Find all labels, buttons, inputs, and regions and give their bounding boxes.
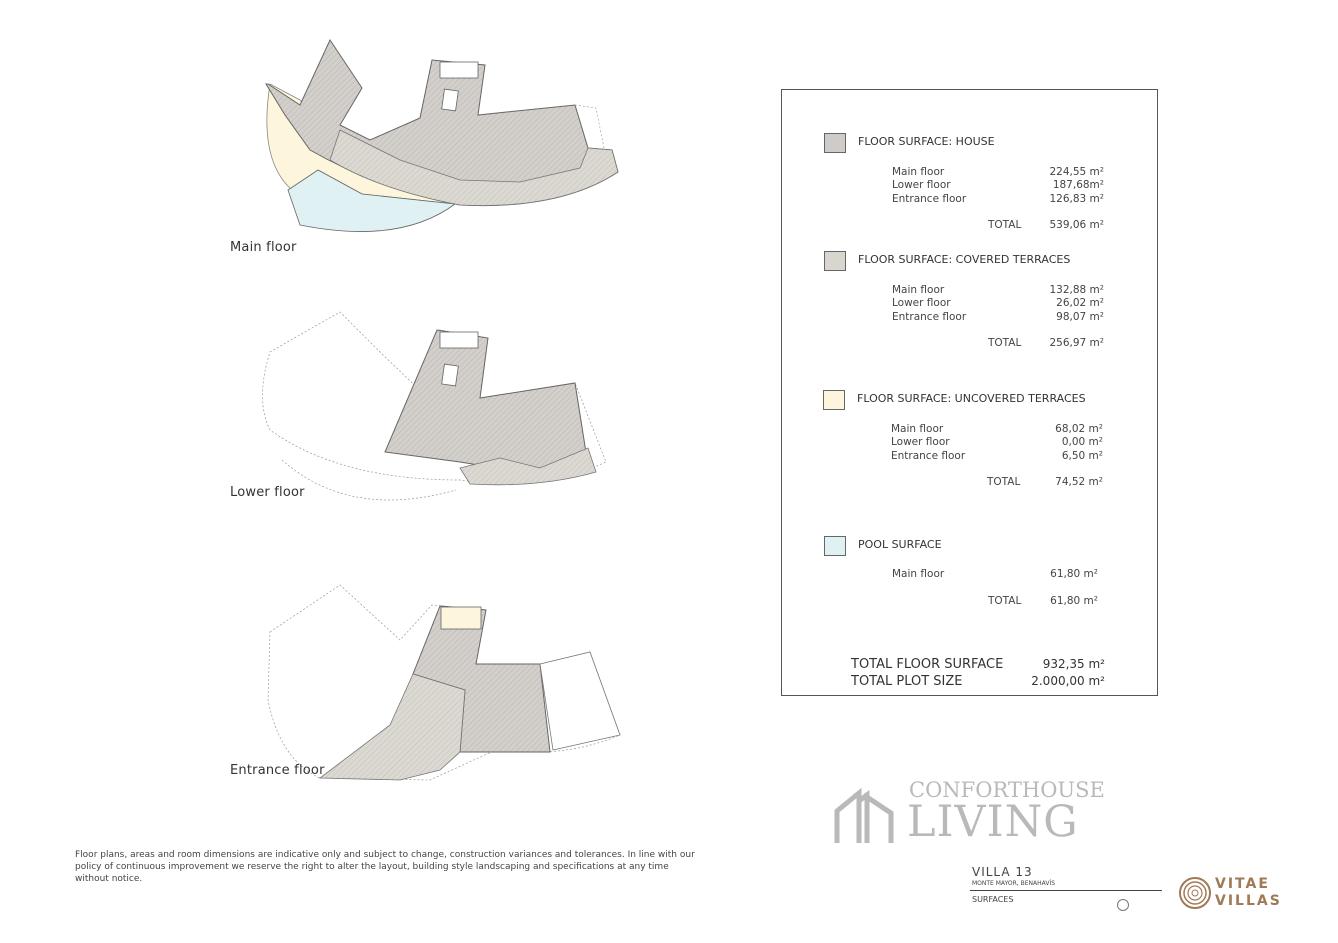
uncovered-swatch: [823, 390, 845, 410]
legend-row: [891, 450, 1103, 464]
row-value: 187,68m²: [1052, 179, 1104, 191]
total-plot-size: [851, 674, 1105, 690]
row-label: Lower floor: [892, 179, 951, 191]
entrance-floor-plan: [268, 585, 620, 780]
surface-legend: [781, 89, 1158, 696]
entrance-floor-label: Entrance floor: [230, 763, 325, 778]
legend-row: [892, 568, 1098, 582]
grand-label: TOTAL PLOT SIZE: [851, 674, 963, 689]
row-value: 98,07 m²: [1056, 311, 1104, 323]
row-value: 126,83 m²: [1049, 193, 1104, 205]
row-label: Lower floor: [891, 436, 950, 448]
vitae-brand-line1: VITAE: [1215, 876, 1270, 892]
grand-value: 932,35 m²: [1042, 657, 1105, 671]
main-floor-plan: [266, 40, 618, 232]
legend-row: [892, 311, 1104, 325]
row-label: Main floor: [892, 166, 945, 178]
lower-opening: [442, 364, 459, 386]
house-swatch: [824, 133, 846, 153]
row-value: 132,88 m²: [1049, 284, 1104, 296]
brand-name-bottom: LIVING: [907, 797, 1079, 847]
lower-skylight: [440, 332, 478, 348]
main-floor-label: Main floor: [230, 240, 297, 255]
lower-house: [385, 330, 588, 470]
row-value: 0,00 m²: [1061, 436, 1103, 448]
entrance-covered-terrace: [320, 674, 465, 780]
total-floor-surface: [851, 657, 1105, 673]
row-value: 61,80 m²: [1050, 568, 1098, 580]
legend-row: [891, 436, 1103, 450]
row-label: Entrance floor: [891, 450, 966, 462]
legend-row: [891, 423, 1103, 437]
total-value: 256,97 m²: [1049, 337, 1104, 349]
row-value: 26,02 m²: [1056, 297, 1104, 309]
covered-swatch: [824, 251, 846, 271]
villa-name: VILLA 13: [972, 865, 1033, 879]
main-skylight: [440, 62, 478, 78]
house-title: FLOOR SURFACE: HOUSE: [858, 135, 995, 148]
grand-value: 2.000,00 m²: [1031, 674, 1105, 688]
conforthouse-logo: [833, 777, 1103, 849]
total-value: 61,80 m²: [1050, 595, 1098, 607]
legend-row: [892, 166, 1104, 180]
total-label: TOTAL: [988, 337, 1022, 349]
villa-location: MONTE MAYOR, BENAHAVÍS: [972, 880, 1056, 887]
pool-title: POOL SURFACE: [858, 538, 942, 551]
lower-floor-label: Lower floor: [230, 485, 305, 500]
legend-row: [892, 284, 1104, 298]
row-label: Entrance floor: [892, 193, 967, 205]
row-label: Lower floor: [892, 297, 951, 309]
pool-swatch: [824, 536, 846, 556]
lower-floor-plan: [263, 312, 607, 500]
row-label: Entrance floor: [892, 311, 967, 323]
uncovered-title: FLOOR SURFACE: UNCOVERED TERRACES: [857, 392, 1086, 405]
compass-icon: [1117, 899, 1129, 911]
entrance-uncovered-terrace: [441, 607, 481, 629]
row-value: 6,50 m²: [1061, 450, 1103, 462]
covered-title: FLOOR SURFACE: COVERED TERRACES: [858, 253, 1071, 266]
legend-row: [892, 297, 1104, 311]
entrance-right-terrace: [540, 652, 620, 750]
row-label: Main floor: [892, 568, 945, 580]
main-opening: [442, 89, 459, 111]
brand-name-top: CONFORTHOUSE: [909, 778, 1105, 802]
lower-terrace-arc: [282, 460, 456, 500]
total-label: TOTAL: [987, 476, 1021, 488]
total-label: TOTAL: [988, 219, 1022, 231]
vitae-ring-logo-icon: [1178, 876, 1212, 910]
divider: [970, 890, 1162, 891]
vitae-brand-line2: VILLAS: [1215, 893, 1282, 909]
row-label: Main floor: [891, 423, 944, 435]
disclaimer-text: Floor plans, areas and room dimensions are indicative only and subject to change, construction variances and tolerances. In line with our policy of continuous improvement we reserve the right to alter the layout, building style landscaping and specifications at any time without notice.: [75, 850, 695, 884]
legend-row: [892, 193, 1104, 207]
total-value: 74,52 m²: [1055, 476, 1103, 488]
legend-row: [892, 179, 1104, 193]
row-label: Main floor: [892, 284, 945, 296]
house-logo-icon: [833, 783, 897, 847]
grand-label: TOTAL FLOOR SURFACE: [851, 657, 1004, 672]
page-title: SURFACES: [972, 895, 1014, 904]
row-value: 224,55 m²: [1049, 166, 1104, 178]
total-value: 539,06 m²: [1049, 219, 1104, 231]
total-label: TOTAL: [988, 595, 1022, 607]
row-value: 68,02 m²: [1055, 423, 1103, 435]
